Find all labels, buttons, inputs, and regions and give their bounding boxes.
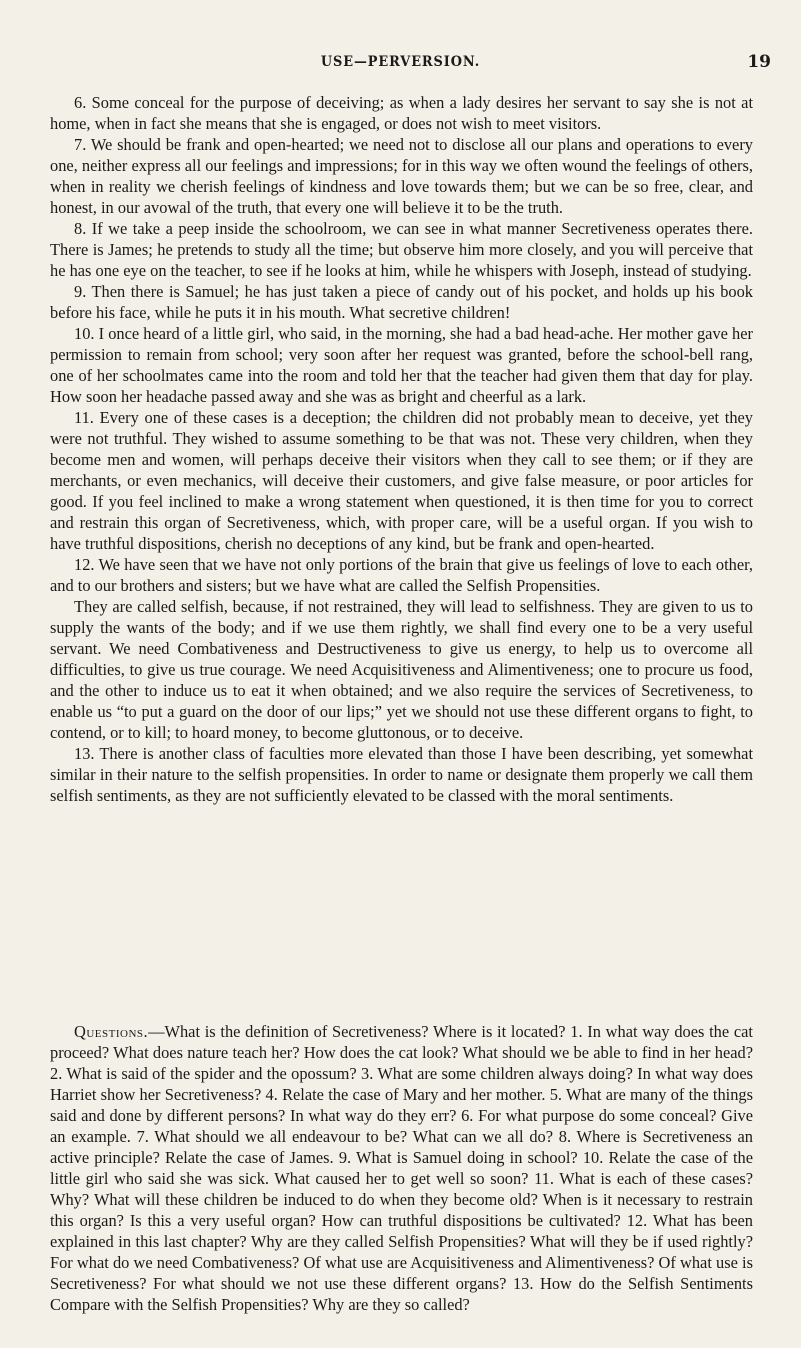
questions-text: —What is the definition of Secretiveness? Where is it located? 1. In what way does the cat proceed? What does nature teach her? How does the cat look? What should we be able to find in her head? 2. What is said of the spider and the opossum? 3. What are some children always doing? In what way does Harriet show her Secretiveness? 4. Relate the case of Mary and her mother. 5. What are many of the things said and done by different persons? In what way do they err? 6. For what purpose do some conceal? Give an example. 7. What should we all endeavour to be? What can we all do? 8. Where is Secretiveness an active principle? Relate the case of James. 9. What is Samuel doing in school? 10. Relate the case of the little girl who said she was sick. What caused her to get well so soon? 11. What is each of these cases? Why? What will these children be induced to do when they become old? When is it necessary to restrain this organ? Is this a very useful organ? How can truthful dispositions be cultivated? 12. What has been explained in this last chapter? Why are they called Selfish Propensities? What will they be if used rightly? For what do we need Combativeness? Of what use are Acquisitiveness and Alimentiveness? Of what use is Secretiveness? For what should we not use these different organs? 13. How do the Selfish Sentiments Compare with the Selfish Propensities? Why are they so called?: [50, 1022, 753, 1314]
paragraph-9: 9. Then there is Samuel; he has just taken a piece of candy out of his pocket, and holds up his book before his face, while he puts it in his mouth. What secretive children!: [50, 282, 753, 322]
paragraph-13: 13. There is another class of faculties more elevated than those I have been describing, yet somewhat similar in their nature to the selfish propensities. In order to name or designate them properly we call them selfish sentiments, as they are not sufficiently elevated to be classed with the moral sentiments.: [50, 744, 753, 805]
paragraph-10: 10. I once heard of a little girl, who said, in the morning, she had a bad head-ache. Her mother gave her permission to remain from school; very soon after her request was granted, before the school-bell rang, one of her schoolmates came into the room and told her that the teacher had given them that day for play. How soon her headache passed away and she was as bright and cheerful as a lark.: [50, 324, 753, 406]
questions-heading: Questions.: [74, 1022, 149, 1041]
paragraph-8: 8. If we take a peep inside the schoolroom, we can see in what manner Secretiveness operates there. There is James; he pretends to study all the time; but observe him more closely, and you will perceive that he has one eye on the teacher, to see if he looks at him, while he whispers with Joseph, instead of studying.: [50, 219, 753, 280]
running-head: [0, 52, 801, 74]
paragraph-6: 6. Some conceal for the purpose of deceiving; as when a lady desires her servant to say she is not at home, when in fact she means that she is engaged, or does not wish to meet visitors.: [50, 93, 753, 133]
paragraph-7: 7. We should be frank and open-hearted; we need not to disclose all our plans and operations to every one, neither express all our feelings and impressions; for in this way we often wound the feelings of others, when in reality we cherish feelings of kindness and love towards them; but we can be so free, clear, and honest, in our avowal of the truth, that every one will believe it to be the truth.: [50, 135, 753, 217]
paragraph-12: 12. We have seen that we have not only portions of the brain that give us feelings of love to each other, and to our brothers and sisters; but we have what are called the Selfish Propensities.: [50, 555, 753, 595]
page-number: 19: [747, 52, 771, 72]
body-text: [50, 92, 753, 806]
paragraph-11: 11. Every one of these cases is a deception; the children did not probably mean to deceive, yet they were not truthful. They wished to assume something to be that was not. These very children, when they become men and women, will perhaps deceive their visitors when they call to see them; or if they are merchants, or even mechanics, will deceive their customers, and give false measure, or poor articles for good. If you feel inclined to make a wrong statement when questioned, it is then time for you to correct and restrain this organ of Secretiveness, which, with proper care, will be a useful organ. If you wish to have truthful dispositions, cherish no deceptions of any kind, but be frank and open-hearted.: [50, 408, 753, 553]
questions-section: [50, 1021, 753, 1315]
running-title: USE—PERVERSION.: [320, 54, 481, 70]
paragraph-selfish-propensities: They are called selfish, because, if not restrained, they will lead to selfishness. They are given to us to supply the wants of the body; and if we use them rightly, we shall find every one to be a very useful servant. We need Combativeness and Destructiveness to give us energy, to help us to overcome all difficulties, to give us true courage. We need Acquisitiveness and Alimentiveness; one to procure us food, and the other to induce us to eat it when obtained; and we also require the services of Secretiveness, to enable us “to put a guard on the door of our lips;” yet we should not use these different organs to fight, to contend, or to kill; to hoard money, to become gluttonous, or to deceive.: [50, 597, 753, 742]
